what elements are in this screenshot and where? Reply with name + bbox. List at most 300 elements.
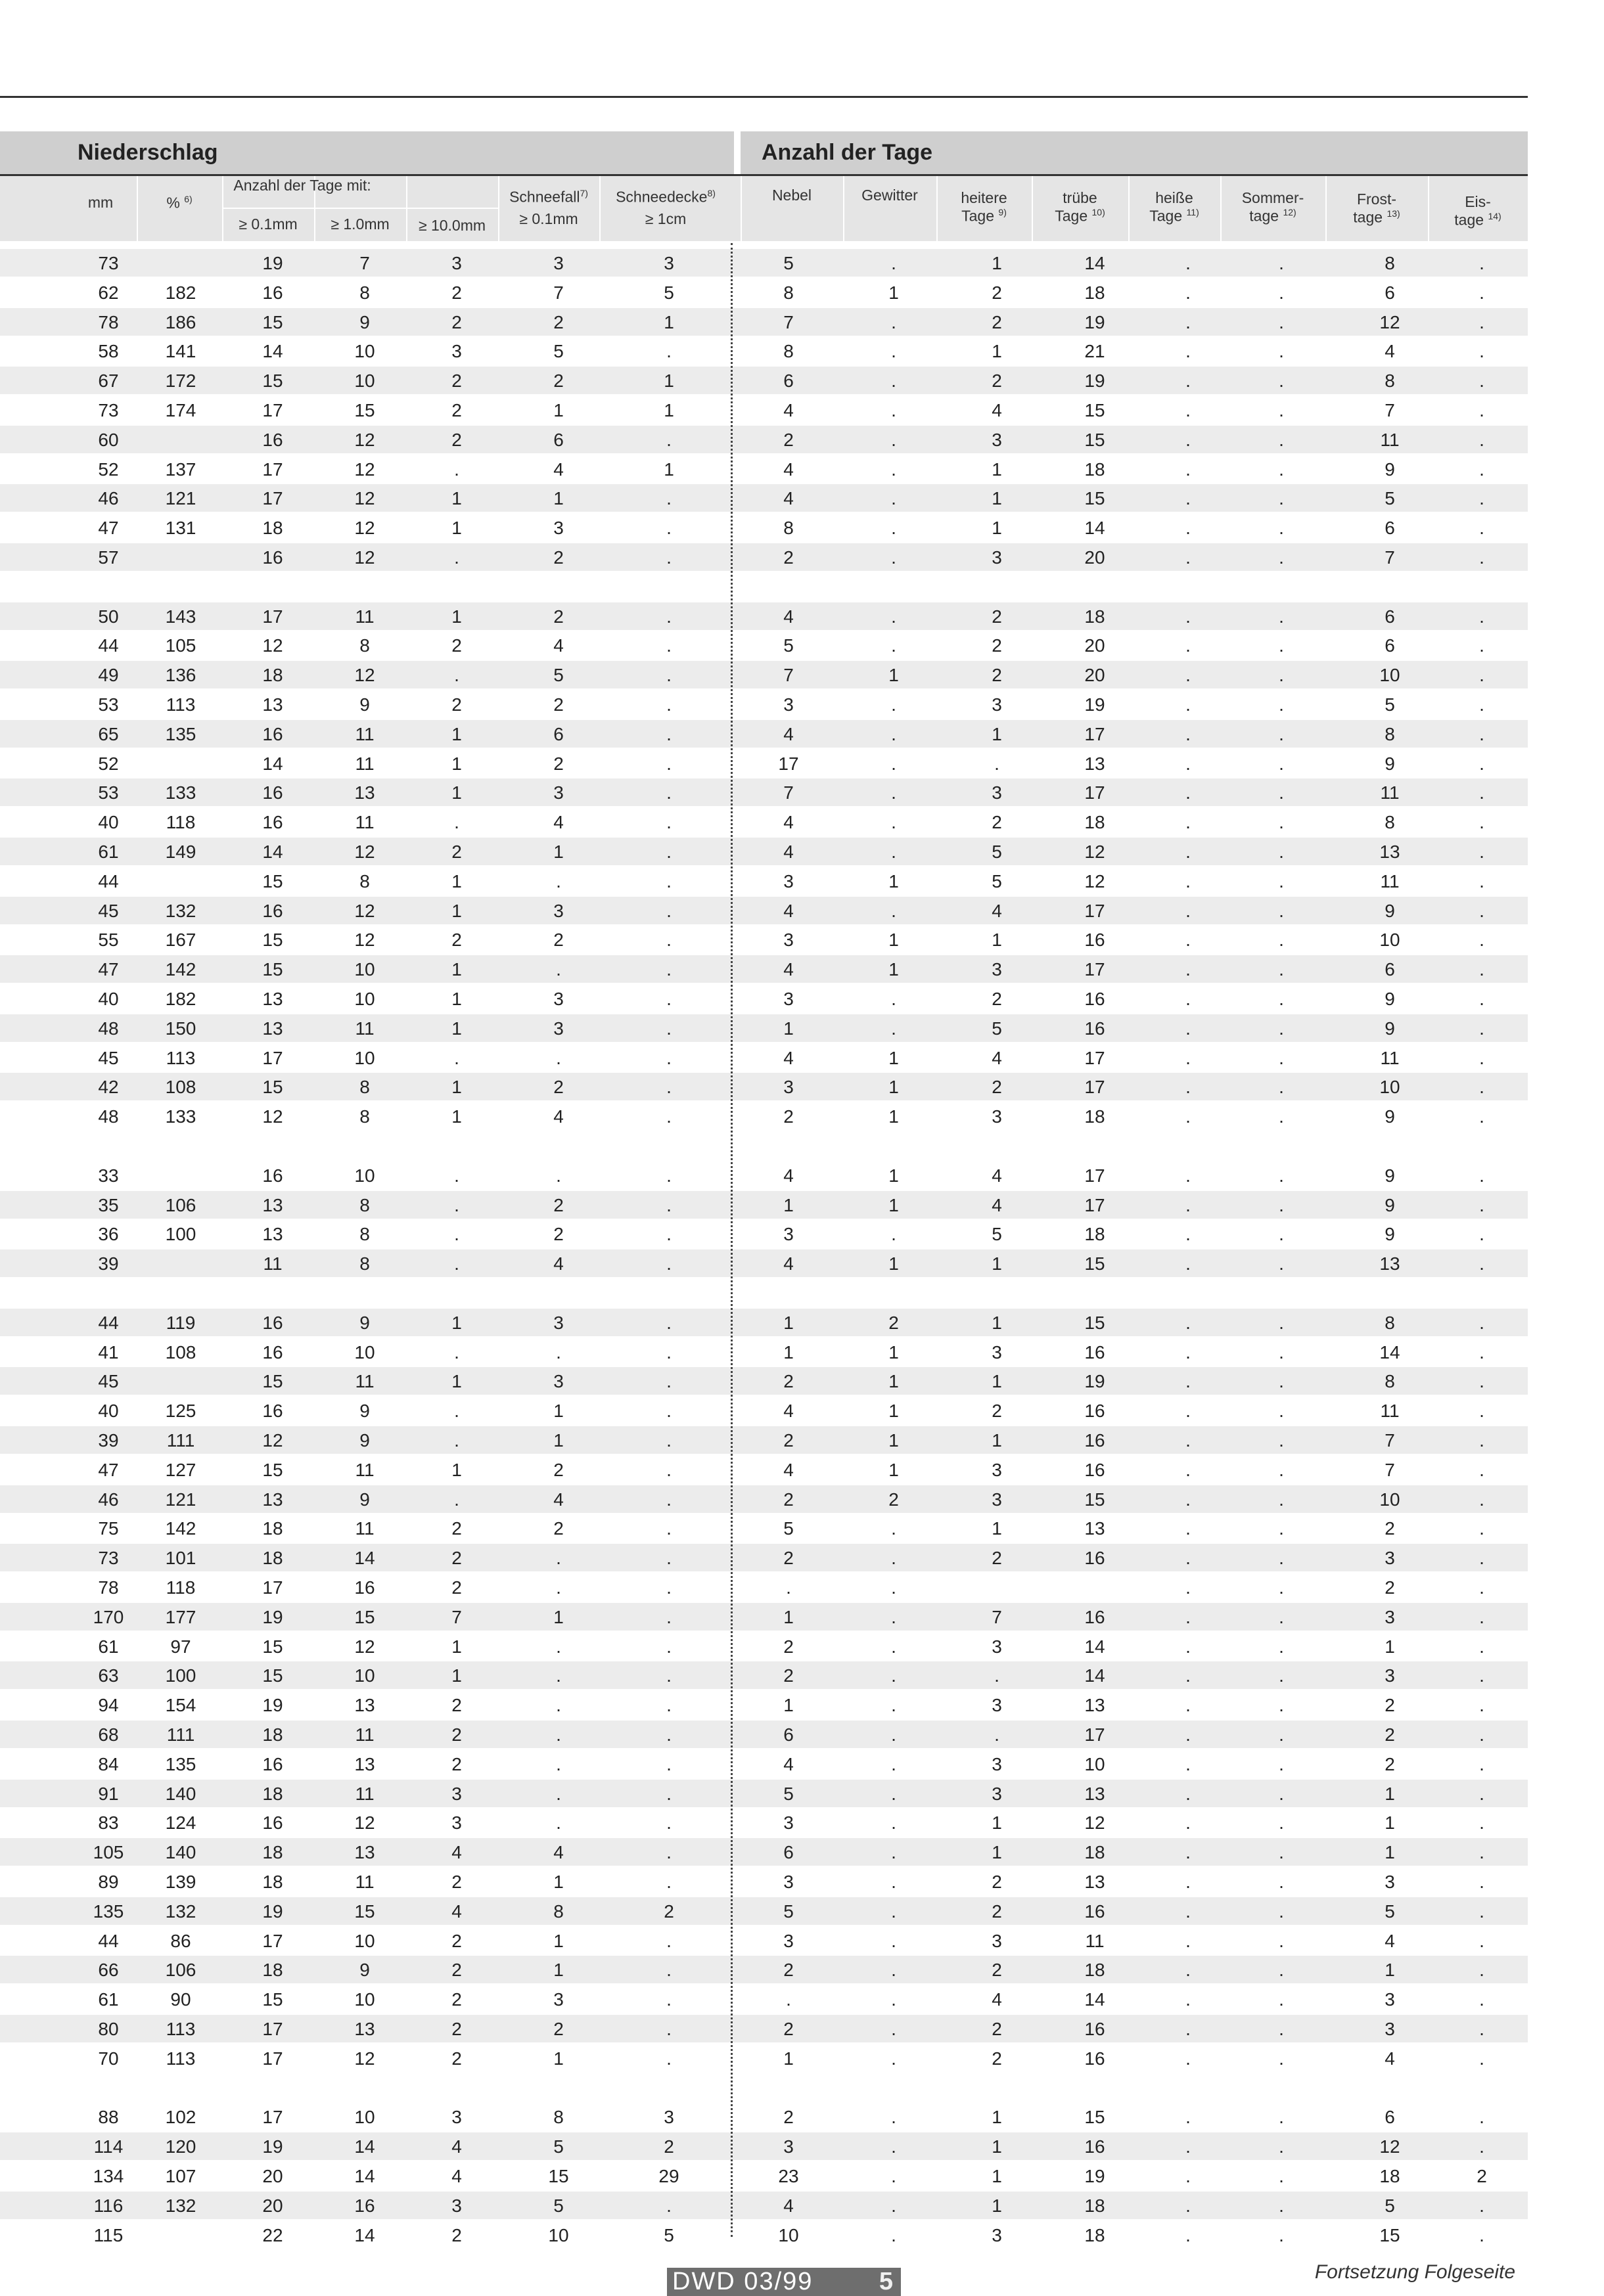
table-cell: 1 [664,400,674,420]
table-cell: 3 [1385,1989,1395,2010]
table-cell: 11 [1380,870,1400,891]
table-cell: 2 [992,1401,1002,1422]
table-cell: . [891,989,896,1009]
table-cell: 1 [553,1606,564,1627]
table-cell: 47 [98,959,119,980]
table-cell: 39 [98,1430,119,1451]
table-cell: 4 [992,1047,1002,1068]
table-cell: 61 [98,1636,119,1657]
table-cell: 3 [992,1636,1002,1657]
table-cell: . [1185,665,1191,686]
table-cell: 11 [355,723,375,744]
table-cell: 1 [888,1047,899,1068]
table-cell: 10 [354,2107,375,2128]
table-cell: 3 [1385,1665,1395,1686]
table-cell: . [1479,1253,1484,1274]
table-cell: 13 [262,1489,283,1510]
table-cell: 7 [553,282,564,303]
table-cell: . [1479,2048,1484,2069]
table-cell: 113 [166,2048,196,2069]
table-cell: . [1185,282,1191,303]
table-cell: 19 [262,1695,283,1716]
table-cell: 3 [783,989,794,1009]
table-cell: 1 [783,1194,794,1215]
table-cell: 1 [992,488,1002,509]
table-cell: 33 [98,1165,119,1186]
table-cell: 6 [783,371,794,392]
table-cell: 5 [1385,488,1395,509]
table-cell: 18 [1084,2224,1105,2245]
table-cell: . [666,1606,672,1627]
table-cell: 12 [1084,870,1105,891]
table-cell: 116 [93,2195,124,2216]
table-cell: 1 [451,753,462,774]
table-cell: . [891,1018,896,1039]
table-cell: 19 [262,2136,283,2157]
table-cell: . [666,1872,672,1892]
table-cell: 1 [783,1695,794,1716]
table-cell: . [1279,518,1284,539]
table-cell: 15 [262,959,283,980]
table-cell: . [666,488,672,509]
table-cell: 3 [553,900,564,921]
table-cell: 15 [1084,2107,1105,2128]
table-cell: 57 [98,547,119,568]
table-cell: 1 [992,930,1002,951]
table-cell: . [1479,782,1484,803]
table-cell: . [891,1930,896,1951]
table-cell: . [1479,1430,1484,1451]
table-cell: 1 [783,2048,794,2069]
table-cell: 9 [1385,989,1395,1009]
table-cell: 1 [992,1430,1002,1451]
table-cell: . [666,341,672,362]
table-cell: . [1279,1430,1284,1451]
table-cell: 15 [262,311,283,332]
table-cell: . [1185,311,1191,332]
table-cell: . [891,400,896,420]
table-cell: 8 [783,282,794,303]
table-cell: . [1279,606,1284,627]
table-cell: 9 [1385,1194,1395,1215]
table-cell: 2 [992,282,1002,303]
table-cell: 11 [355,1371,375,1392]
table-cell: 133 [165,782,196,803]
table-cell: 102 [165,2107,196,2128]
table-cell: 17 [262,2107,283,2128]
table-cell: . [454,1341,459,1362]
table-cell: 16 [1084,1430,1105,1451]
table-cell: 1 [992,1371,1002,1392]
table-cell: 94 [98,1695,119,1716]
table-cell: 3 [992,1783,1002,1804]
table-cell: 1 [992,518,1002,539]
table-cell: 135 [93,1901,124,1922]
table-cell: 21 [1084,341,1105,362]
table-cell: 18 [1084,282,1105,303]
table-cell: 4 [783,488,794,509]
table-cell: . [556,1165,561,1186]
header-subseparator [223,208,498,209]
table-cell: 16 [1084,2048,1105,2069]
table-cell: 16 [262,1165,283,1186]
table-cell: 182 [165,989,196,1009]
table-cell: 15 [262,1636,283,1657]
table-cell: 16 [262,1312,283,1333]
table-cell: 8 [783,341,794,362]
table-cell: 2 [992,2048,1002,2069]
table-cell: 1 [664,459,674,480]
table-cell: . [891,1872,896,1892]
table-cell: 5 [783,1783,794,1804]
header-ge-1-0mm: ≥ 1.0mm [331,215,390,233]
table-cell: 3 [992,2224,1002,2245]
header-percent: % $^{6)}$ [166,194,193,212]
table-cell: 15 [262,1665,283,1686]
table-cell: 11 [355,1872,375,1892]
table-cell: . [994,753,999,774]
table-cell: 6 [553,723,564,744]
table-cell: 7 [359,253,370,273]
table-cell: 15 [262,1459,283,1480]
table-cell: 15 [1084,1312,1105,1333]
table-cell: 5 [1385,1901,1395,1922]
table-cell: 15 [354,400,375,420]
table-cell: 2 [451,930,462,951]
table-cell: 11 [355,1018,375,1039]
table-cell: . [1279,842,1284,862]
table-cell: 113 [166,1047,196,1068]
table-cell: . [1479,723,1484,744]
table-cell: 15 [262,870,283,891]
table-cell: 2 [451,1577,462,1598]
table-cell: 2 [1477,2166,1487,2186]
table-cell: 63 [98,1665,119,1686]
table-cell: 172 [165,371,196,392]
table-cell: 4 [451,1842,462,1863]
table-cell: 1 [992,341,1002,362]
table-cell: 17 [1084,900,1105,921]
table-cell: . [1279,400,1284,420]
table-cell: 12 [262,635,283,656]
table-cell: . [1279,1106,1284,1127]
table-cell: 40 [98,1401,119,1422]
table-cell: . [454,812,459,833]
table-cell: . [666,1194,672,1215]
table-cell: 22 [262,2224,283,2245]
table-cell: . [1185,900,1191,921]
table-cell: 105 [93,1842,124,1863]
table-cell: . [556,1665,561,1686]
table-cell: . [891,311,896,332]
table-cell: 136 [165,665,196,686]
header-separator [498,176,499,241]
table-cell: . [1279,1194,1284,1215]
table-cell: 17 [1084,782,1105,803]
table-cell: 1 [553,1401,564,1422]
table-cell: 45 [98,1047,119,1068]
table-cell: 10 [1084,1753,1105,1774]
table-cell: 29 [658,2166,679,2186]
table-cell: 12 [354,459,375,480]
table-cell: 20 [262,2195,283,2216]
table-cell: 2 [451,1989,462,2010]
table-cell: 6 [1385,959,1395,980]
table-cell: 113 [166,2019,196,2039]
table-cell: 113 [166,694,196,715]
table-cell: . [1185,842,1191,862]
table-cell: 3 [451,1812,462,1834]
table-cell: . [666,782,672,803]
table-cell: . [666,1312,672,1333]
table-cell: 13 [262,1018,283,1039]
table-cell: 40 [98,812,119,833]
table-cell: . [891,1812,896,1834]
table-cell: 1 [888,1430,899,1451]
table-cell: 17 [1084,1047,1105,1068]
table-cell: . [1279,1047,1284,1068]
table-cell: . [891,1989,896,2010]
table-cell: 1 [451,1106,462,1127]
table-cell: . [454,1489,459,1510]
table-cell: . [1279,1371,1284,1392]
table-cell: 13 [354,1695,375,1716]
table-cell: . [1479,253,1484,273]
table-cell: 9 [1385,1165,1395,1186]
table-cell: 1 [992,1812,1002,1834]
table-cell: . [1185,2195,1191,2216]
table-cell: 154 [165,1695,196,1716]
table-cell: 9 [1385,1106,1395,1127]
table-cell: 4 [783,842,794,862]
footer-issue: DWD 03/99 [672,2268,813,2295]
table-cell: . [1479,900,1484,921]
table-cell: . [1185,1401,1191,1422]
table-cell: . [1185,2048,1191,2069]
table-cell: . [1279,1577,1284,1598]
table-cell: 13 [354,2019,375,2039]
table-cell: 5 [664,2224,674,2245]
table-cell: 3 [783,1812,794,1834]
table-cell: 42 [98,1077,119,1098]
table-cell: 3 [451,341,462,362]
table-cell: 8 [1385,371,1395,392]
table-cell: . [1279,1165,1284,1186]
table-cell: . [1279,1018,1284,1039]
table-cell: 186 [165,311,196,332]
table-cell: 2 [553,1194,564,1215]
table-cell: 2 [992,989,1002,1009]
table-cell: 13 [354,1842,375,1863]
table-cell: 11 [355,1518,375,1539]
table-cell: . [556,1695,561,1716]
table-cell: 3 [783,1872,794,1892]
table-cell: . [1279,2107,1284,2128]
table-cell: . [891,1548,896,1569]
table-cell: 2 [783,1960,794,1981]
table-cell: 19 [1084,311,1105,332]
table-cell: 1 [553,1872,564,1892]
table-cell: 8 [1385,1371,1395,1392]
table-cell: 2 [888,1489,899,1510]
header-schneefall: Schneefall$^{7)}$ [509,188,588,206]
table-cell: . [1185,547,1191,568]
table-cell: 4 [783,900,794,921]
table-cell: . [1279,1224,1284,1245]
footer-badge [667,2268,901,2296]
table-cell: 89 [98,1872,119,1892]
table-cell: 19 [1084,2166,1105,2186]
header-heisse-tage: heiße Tage $^{11)}$ [1149,189,1199,225]
table-cell: 16 [262,1812,283,1834]
table-cell: 4 [783,1047,794,1068]
table-cell: 10 [1379,1077,1400,1098]
table-cell: 108 [165,1341,196,1362]
table-cell: 44 [98,1312,119,1333]
table-cell: . [1479,1312,1484,1333]
table-cell: 2 [783,1489,794,1510]
table-cell: 114 [93,2136,124,2157]
table-cell: 1 [992,1518,1002,1539]
table-cell: 2 [992,1548,1002,1569]
table-cell: 9 [359,1489,370,1510]
table-cell: 18 [1084,1106,1105,1127]
table-cell: . [556,1783,561,1804]
table-cell: 16 [1084,1341,1105,1362]
table-cell: . [556,1341,561,1362]
table-cell: 18 [1084,1960,1105,1981]
table-cell: 12 [354,842,375,862]
table-cell: . [454,1430,459,1451]
table-cell: 10 [354,1047,375,1068]
table-cell: . [1479,1665,1484,1686]
table-cell: . [1185,2166,1191,2186]
table-cell: . [1279,547,1284,568]
table-cell: . [1279,1812,1284,1834]
table-cell: . [891,2166,896,2186]
table-cell: . [891,1901,896,1922]
table-cell: . [1479,606,1484,627]
table-cell: . [891,2136,896,2157]
table-cell: 3 [992,1930,1002,1951]
table-cell: 2 [451,694,462,715]
table-cell: 14 [262,341,283,362]
table-cell: 4 [783,1753,794,1774]
table-cell: 10 [354,1665,375,1686]
table-cell: . [891,842,896,862]
table-cell: . [1479,635,1484,656]
table-cell: 8 [359,1106,370,1127]
table-cell: . [1279,870,1284,891]
table-cell: . [891,723,896,744]
table-cell [1049,1574,1141,1602]
table-cell: 52 [98,459,119,480]
table-cell: . [666,1960,672,1981]
table-cell: 2 [783,2019,794,2039]
table-cell: 2 [553,547,564,568]
table-cell: 18 [262,1518,283,1539]
table-cell: 44 [98,870,119,891]
table-cell: . [1185,1224,1191,1245]
table-cell: 100 [165,1224,196,1245]
table-cell: 125 [165,1401,196,1422]
table-cell: . [891,1224,896,1245]
table-cell [951,1574,1043,1602]
table-cell: . [1185,2019,1191,2039]
table-cell: 2 [992,812,1002,833]
table-cell: . [1279,782,1284,803]
table-cell: 1 [451,1459,462,1480]
table-cell: . [1185,1047,1191,1068]
table-cell: 9 [359,1960,370,1981]
table-cell: 7 [783,311,794,332]
table-cell: 111 [166,1724,195,1745]
table-cell: 7 [1385,1459,1395,1480]
table-cell: . [666,1930,672,1951]
table-cell: 4 [783,812,794,833]
table-cell: 8 [1385,812,1395,833]
table-cell: . [891,1695,896,1716]
table-cell: . [1279,1459,1284,1480]
table-cell: 118 [166,1577,196,1598]
table-cell: . [1185,341,1191,362]
table-cell: 15 [262,1989,283,2010]
table-cell: 3 [664,2107,674,2128]
table-cell: . [1479,694,1484,715]
table-cell: 16 [262,900,283,921]
table-cell: . [1479,1548,1484,1569]
table-cell: 4 [783,1165,794,1186]
table-cell: 17 [1084,1077,1105,1098]
table-cell: 2 [553,753,564,774]
table-cell: 1 [451,1018,462,1039]
table-cell: . [556,1548,561,1569]
table-cell: 3 [553,1371,564,1392]
table-cell: . [891,694,896,715]
table-cell: . [1479,1724,1484,1745]
table-cell: 17 [262,2019,283,2039]
table-cell: 1 [451,959,462,980]
table-cell: 9 [1385,753,1395,774]
table-cell: 16 [1084,1459,1105,1480]
table-cell: . [556,959,561,980]
table-cell: 4 [783,959,794,980]
table-cell: 2 [451,282,462,303]
table-cell: 2 [451,1724,462,1745]
table-cell: . [1185,1518,1191,1539]
table-cell: 1 [992,459,1002,480]
table-cell: . [1185,694,1191,715]
table-cell: . [556,1753,561,1774]
table-cell: 1 [888,1371,899,1392]
table-cell: 2 [992,1872,1002,1892]
table-cell: 8 [1385,1312,1395,1333]
table-cell: . [1279,282,1284,303]
table-cell: 101 [165,1548,196,1569]
table-cell: . [1479,1518,1484,1539]
table-cell: . [666,1018,672,1039]
table-cell: . [891,782,896,803]
table-cell: 2 [783,1665,794,1686]
table-cell: . [1279,1401,1284,1422]
table-cell: . [891,1577,896,1598]
table-cell: . [1185,2107,1191,2128]
table-cell: . [1279,1665,1284,1686]
table-cell: 4 [992,1194,1002,1215]
table-cell: . [891,341,896,362]
table-cell: 143 [165,606,196,627]
table-cell: 6 [783,1842,794,1863]
